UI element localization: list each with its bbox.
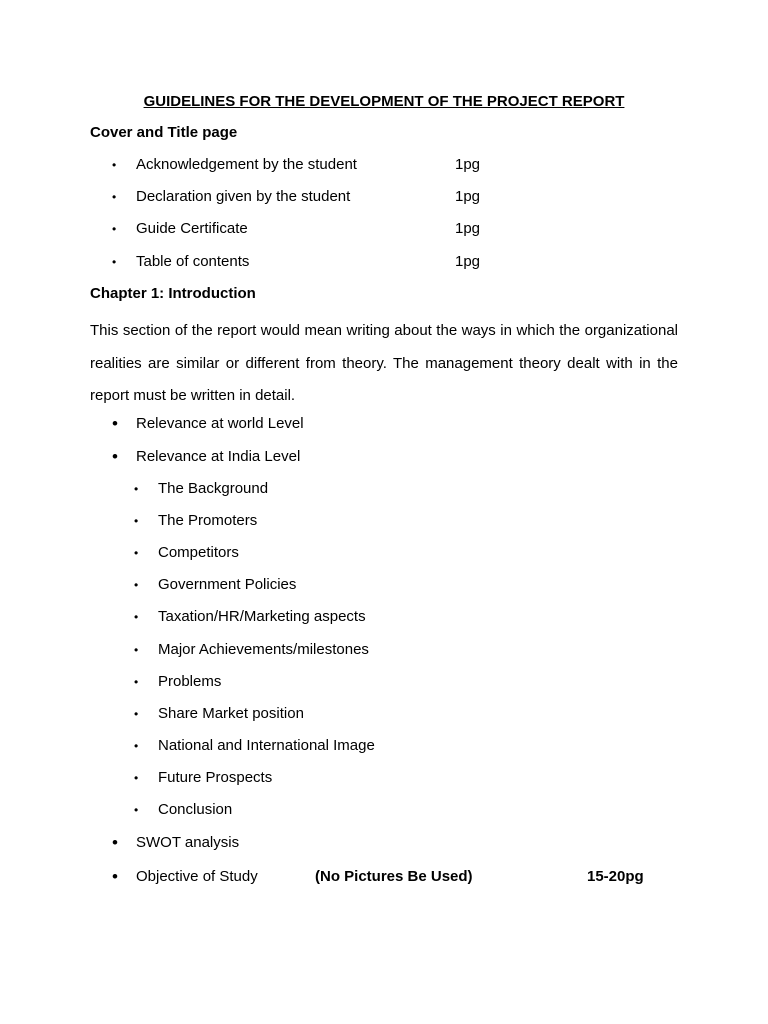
sub-item-label: Major Achievements/milestones	[158, 641, 369, 658]
item-pages: 1pg	[455, 220, 481, 237]
item-label: SWOT analysis	[136, 834, 240, 851]
cover-section-heading: Cover and Title page	[90, 124, 238, 141]
bullet-icon: •	[112, 414, 118, 433]
item-label: Acknowledgement by the student	[136, 156, 357, 173]
objective-note: (No Pictures Be Used)	[315, 868, 473, 885]
sub-item-label: Share Market position	[158, 705, 304, 722]
sub-item-label: Government Policies	[158, 576, 297, 593]
bullet-icon: •	[134, 514, 139, 528]
item-label: Relevance at India Level	[136, 448, 301, 465]
bullet-icon: •	[112, 255, 117, 269]
bullet-icon: •	[112, 158, 117, 172]
bullet-icon: •	[112, 222, 117, 236]
item-pages: 1pg	[455, 253, 481, 270]
bullet-icon: •	[134, 707, 139, 721]
document-title: GUIDELINES FOR THE DEVELOPMENT OF THE PROJECT REPORT	[143, 93, 625, 110]
sub-item-label: Competitors	[158, 544, 239, 561]
bullet-icon: •	[112, 190, 117, 204]
bullet-icon: •	[134, 803, 139, 817]
item-label: Objective of Study	[136, 868, 258, 885]
bullet-icon: •	[134, 739, 139, 753]
sub-item-label: Problems	[158, 673, 222, 690]
chapter1-heading: Chapter 1: Introduction	[90, 285, 256, 302]
item-label: Guide Certificate	[136, 220, 248, 237]
chapter1-paragraph: This section of the report would mean writing about the ways in which the organizational realities are similar or different from theory. The management theory dealt with in the report must be written in detail.	[90, 322, 678, 404]
sub-item-label: Future Prospects	[158, 769, 273, 786]
sub-item-label: National and International Image	[158, 737, 375, 754]
bullet-icon: •	[112, 833, 118, 852]
bullet-icon: •	[134, 771, 139, 785]
sub-item-label: Taxation/HR/Marketing aspects	[158, 608, 366, 625]
sub-item-label: The Promoters	[158, 512, 258, 529]
sub-item-label: The Background	[158, 480, 269, 497]
bullet-icon: •	[134, 675, 139, 689]
bullet-icon: •	[112, 447, 118, 466]
objective-pages: 15-20pg	[587, 868, 644, 885]
item-pages: 1pg	[455, 156, 481, 173]
item-label: Declaration given by the student	[136, 188, 351, 205]
bullet-icon: •	[134, 546, 139, 560]
item-label: Relevance at world Level	[136, 415, 304, 432]
bullet-icon: •	[134, 643, 139, 657]
bullet-icon: •	[134, 610, 139, 624]
bullet-icon: •	[134, 578, 139, 592]
bullet-icon: •	[134, 482, 139, 496]
sub-item-label: Conclusion	[158, 801, 233, 818]
bullet-icon: •	[112, 867, 118, 886]
item-label: Table of contents	[136, 253, 250, 270]
item-pages: 1pg	[455, 188, 481, 205]
